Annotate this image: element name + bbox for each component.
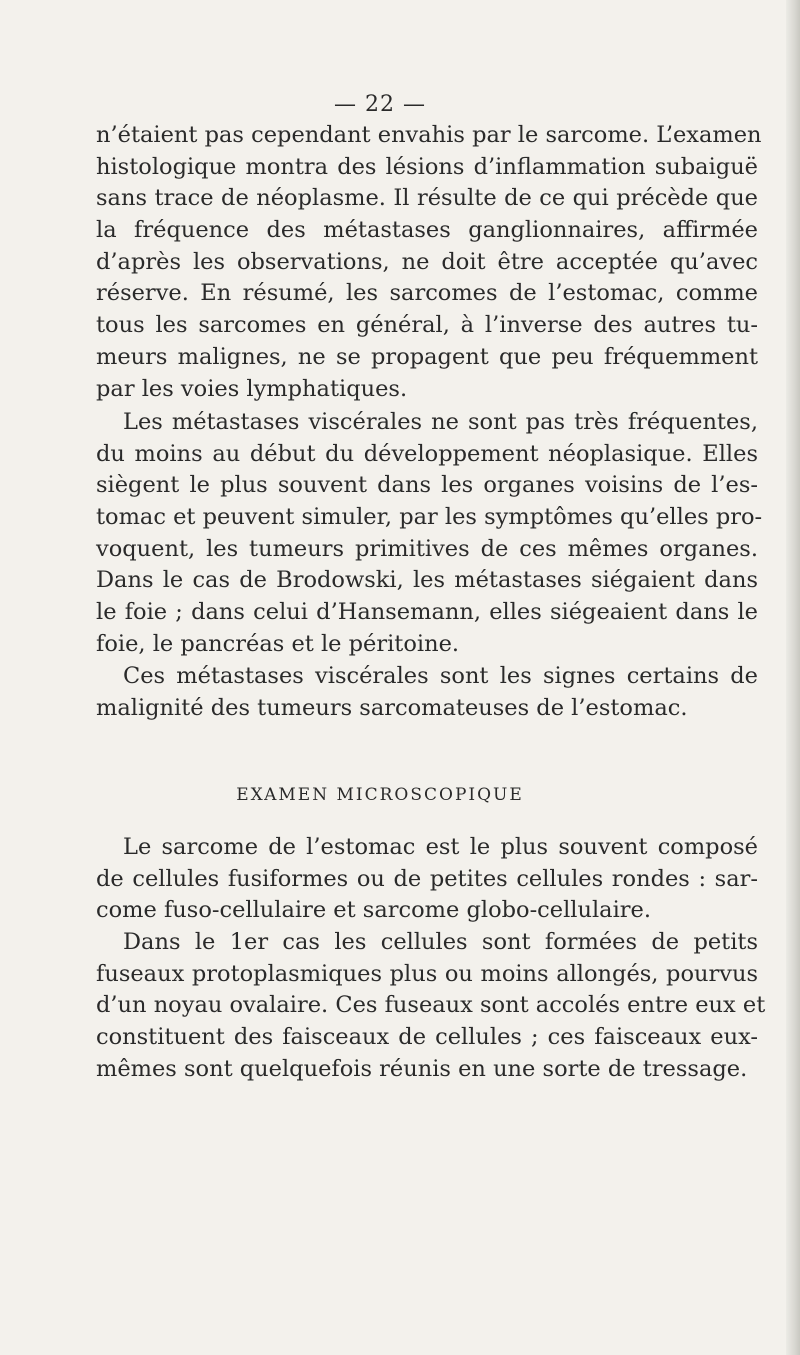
- text-line: constituent des faisceaux de cellules ; ces faisceaux eux-: [96, 1024, 758, 1051]
- text-line: d’un noyau ovalaire. Ces fuseaux sont accolés entre eux et: [96, 992, 766, 1019]
- paragraph: [96, 661, 758, 724]
- paragraph: [96, 120, 762, 405]
- text-line: par les voies lymphatiques.: [96, 375, 408, 402]
- paragraph: [96, 407, 763, 661]
- text-line: du moins au début du développement néoplasique. Elles: [96, 440, 758, 467]
- text-line: fuseaux protoplasmiques plus ou moins allongés, pourvus: [96, 960, 758, 987]
- text-line: sans trace de néoplasme. Il résulte de ce qui précède que: [96, 185, 758, 212]
- text-line: Dans le 1er cas les cellules sont formées de petits: [123, 929, 758, 955]
- text-line: come fuso-cellulaire et sarcome globo-cellulaire.: [96, 897, 651, 924]
- text-line: d’après les observations, ne doit être acceptée qu’avec: [96, 248, 758, 275]
- text-line: tous les sarcomes en général, à l’inverse des autres tu-: [96, 312, 758, 339]
- text-line: de cellules fusiformes ou de petites cellules rondes : sar-: [96, 865, 758, 892]
- paragraph: [96, 927, 766, 1085]
- text-line: Ces métastases viscérales sont les signes certains de: [123, 663, 758, 689]
- text-line: malignité des tumeurs sarcomateuses de l’estomac.: [96, 694, 688, 721]
- text-line: réserve. En résumé, les sarcomes de l’estomac, comme: [96, 280, 758, 307]
- text-line: tomac et peuvent simuler, par les symptômes qu’elles pro-: [96, 504, 763, 531]
- text-line: siègent le plus souvent dans les organes voisins de l’es-: [96, 472, 758, 499]
- text-line: n’étaient pas cependant envahis par le sarcome. L’examen: [96, 122, 762, 148]
- page-edge-shadow: [786, 0, 800, 1355]
- text-line: voquent, les tumeurs primitives de ces mêmes organes.: [96, 535, 758, 562]
- text-line: meurs malignes, ne se propagent que peu fréquemment: [96, 343, 758, 370]
- text-line: le foie ; dans celui d’Hansemann, elles siégeaient dans le: [96, 599, 758, 626]
- text-line: Dans le cas de Brodowski, les métastases siégaient dans: [96, 567, 758, 594]
- section-heading: EXAMEN MICROSCOPIQUE: [236, 785, 524, 805]
- text-line: foie, le pancréas et le péritoine.: [96, 630, 460, 657]
- text-line: Le sarcome de l’estomac est le plus souvent composé: [123, 834, 758, 860]
- text-line: Les métastases viscérales ne sont pas très fréquentes,: [123, 409, 758, 435]
- text-line: histologique montra des lésions d’inflammation subaiguë: [96, 153, 758, 180]
- paragraph: [96, 832, 758, 927]
- text-line: la fréquence des métastases ganglionnaires, affirmée: [96, 217, 758, 244]
- page-number: — 22 —: [334, 92, 426, 117]
- text-line: mêmes sont quelquefois réunis en une sorte de tressage.: [96, 1055, 748, 1082]
